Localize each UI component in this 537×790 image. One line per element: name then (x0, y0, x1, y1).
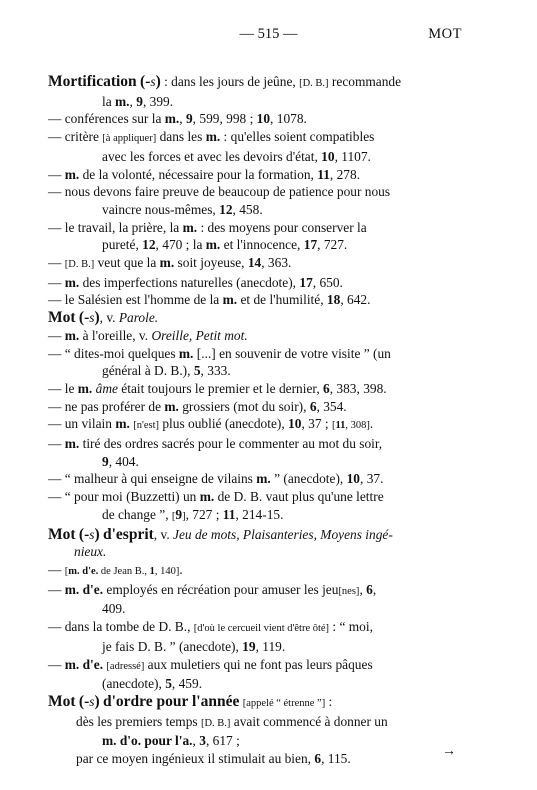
index-line: par ce moyen ingénieux il stimulait au bien, 6, 115. (76, 751, 351, 767)
index-line: — dans la tombe de D. B., [d'où le cercueil vient d'être ôté] : “ moi, (48, 619, 373, 635)
index-line: — [D. B.] veut que la m. soit joyeuse, 14, 363. (48, 255, 292, 271)
index-line: — le m. âme était toujours le premier et le dernier, 6, 383, 398. (48, 380, 387, 396)
index-line: dès les premiers temps [D. B.] avait commencé à donner un (76, 713, 388, 729)
index-line: général à D. B.), 5, 333. (102, 363, 231, 379)
index-line: — “ malheur à qui enseigne de vilains m. ” (anecdote), 10, 37. (48, 471, 384, 487)
index-line: de change ”, [9], 727 ; 11, 214-15. (102, 506, 284, 522)
index-line: Mot (-s) d'esprit, v. Jeu de mots, Plaisanteries, Moyens ingé- (48, 525, 393, 543)
index-line: — “ dites-moi quelques m. [...] en souvenir de votre visite ” (un (48, 345, 391, 361)
index-line: (anecdote), 5, 459. (102, 676, 203, 692)
index-line: je fais D. B. ” (anecdote), 19, 119. (102, 638, 286, 654)
continuation-arrow-icon: → (442, 744, 456, 759)
index-line: — le Salésien est l'homme de la m. et de l'humilité, 18, 642. (48, 292, 371, 308)
index-line: — ne pas proférer de m. grossiers (mot du soir), 6, 354. (48, 398, 347, 414)
index-line: — m. de la volonté, nécessaire pour la formation, 11, 278. (48, 166, 361, 182)
index-line: Mortification (-s) : dans les jours de jeûne, [D. B.] recommande (48, 73, 402, 90)
index-line: vaincre nous-mêmes, 12, 458. (102, 201, 263, 217)
page-number: — 515 — (239, 26, 298, 42)
index-line: — conférences sur la m., 9, 599, 998 ; 10, 1078. (48, 111, 307, 127)
index-line: — m. d'e. [adressé] aux muletiers qui ne font pas leurs pâques (48, 656, 373, 672)
index-line: — m. d'e. employés en récréation pour amuser les jeu[nes], 6, (48, 581, 377, 597)
index-line: — m. à l'oreille, v. Oreille, Petit mot. (48, 327, 248, 343)
index-line: pureté, 12, 470 ; la m. et l'innocence, 17, 727. (102, 237, 348, 253)
index-line: Mot (-s), v. Parole. (48, 309, 159, 327)
index-line: — critère [à appliquer] dans les m. : qu'elles soient compatibles (48, 129, 375, 145)
index-line: Mot (-s) d'ordre pour l'année [appelé “ étrenne ”] : (48, 692, 333, 710)
index-line: — un vilain m. [n'est] plus oublié (anecdote), 10, 37 ; [11, 308]. (48, 416, 374, 432)
index-line: nieux. (74, 544, 107, 560)
index-line: la m., 9, 399. (102, 93, 174, 109)
index-line: — [m. d'e. de Jean B., 1, 140]. (48, 561, 183, 577)
index-line: 409. (102, 601, 126, 617)
index-line: — “ pour moi (Buzzetti) un m. de D. B. vaut plus qu'une lettre (48, 489, 384, 505)
index-line: avec les forces et avec les devoirs d'état, 10, 1107. (102, 148, 371, 164)
index-line: m. d'o. pour l'a., 3, 617 ; (102, 733, 240, 749)
index-line: 9, 404. (102, 453, 139, 469)
index-line: — nous devons faire preuve de beaucoup de patience pour nous (48, 184, 391, 200)
running-head: MOT (428, 26, 462, 42)
index-body (48, 73, 438, 768)
index-line: — m. des imperfections naturelles (anecdote), 17, 650. (48, 274, 343, 290)
index-line: — le travail, la prière, la m. : des moyens pour conserver la (48, 219, 367, 235)
index-line: — m. tiré des ordres sacrés pour le commenter au mot du soir, (48, 436, 383, 452)
